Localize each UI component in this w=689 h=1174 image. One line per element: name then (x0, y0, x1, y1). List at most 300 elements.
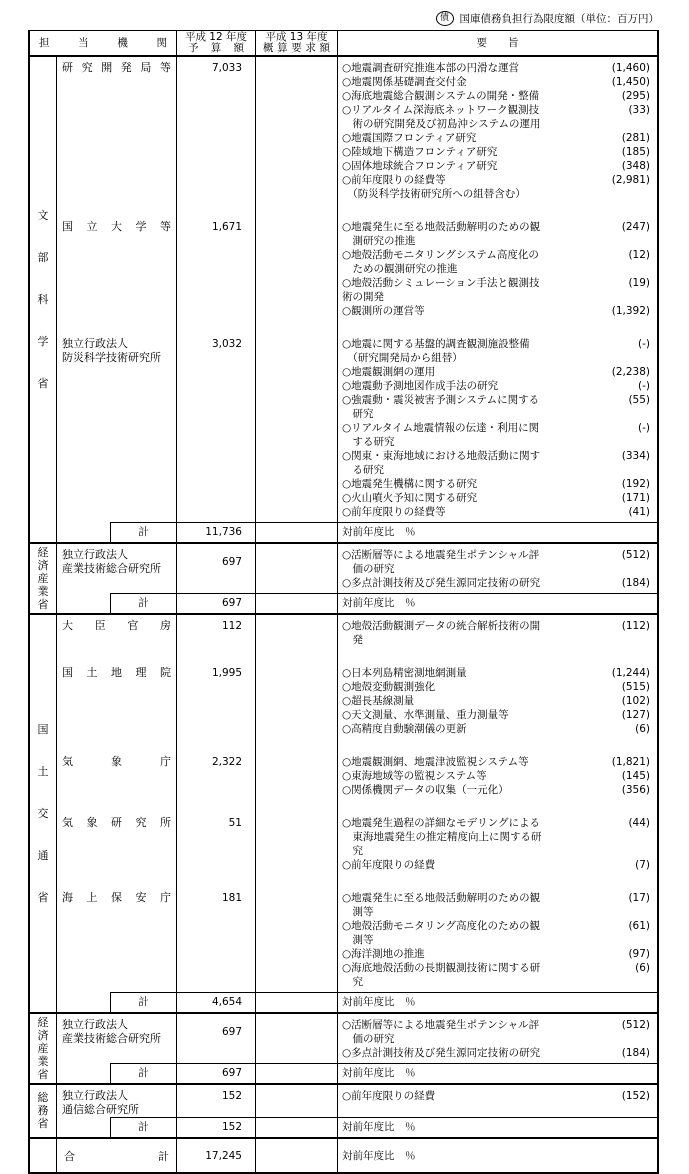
agency-name (57, 739, 177, 800)
item-text: ○関係機関データの収集（一元化） (342, 784, 509, 796)
summary-item-line (342, 666, 650, 680)
ministry-section (30, 1085, 657, 1139)
summary-item (342, 858, 650, 872)
subtotal-label: 計 (110, 593, 177, 613)
item-amount: (184) (621, 577, 650, 589)
item-amount: (247) (621, 221, 650, 233)
summary-item (342, 961, 650, 989)
agency-name (57, 204, 177, 321)
item-amount: (7) (635, 859, 650, 871)
item-amount: (171) (621, 492, 650, 504)
summary-items (338, 1085, 657, 1117)
subtotal-request-empty (256, 593, 338, 613)
grand-total-ministry-cell (30, 1139, 57, 1172)
item-amount: (-) (638, 380, 650, 392)
summary-item-line (342, 393, 650, 407)
saimu-circled-mark: 債 (436, 11, 454, 26)
item-continuation: 東海地震発生の推定精度向上に関する研 (342, 831, 542, 843)
summary-item-line (342, 477, 650, 491)
summary-item-line (342, 576, 650, 590)
budget-amount: 112 (177, 615, 256, 650)
item-text: ○地殻活動シミュレーション手法と観測技 (342, 277, 540, 289)
agency-name-line: 独立行政法人 (62, 548, 128, 561)
header-summary-label: 要 旨 (476, 36, 519, 49)
subtotal-request-empty (256, 522, 338, 542)
item-text: ○地震調査研究推進本部の円滑な運営 (342, 62, 520, 74)
subtotal-label: 計 (110, 522, 177, 542)
agency-name-line: 独立行政法人 (62, 337, 128, 350)
summary-item (342, 755, 650, 769)
item-amount: (1,244) (611, 667, 650, 679)
budget-amount: 181 (177, 875, 256, 992)
header-fy12-line2: 予算額 (188, 42, 244, 54)
ministry-char: 務 (37, 1104, 49, 1117)
agency-name-line: 産業技術総合研究所 (62, 562, 161, 575)
item-text: ○海洋測地の推進 (342, 948, 425, 960)
summary-item-line (342, 919, 650, 933)
budget-amount: 51 (177, 800, 256, 875)
item-amount: (184) (621, 1047, 650, 1059)
agency-name-line: 気象庁 (62, 755, 171, 768)
section-content (57, 544, 657, 613)
item-text: ○天文測量、水準測量、重力測量等 (342, 709, 509, 721)
item-text: ○海底地殻活動の長期観測技術に関する研 (342, 962, 541, 974)
item-text: ○高精度自動験潮儀の更新 (342, 723, 467, 735)
item-continuation: 究 (342, 845, 363, 857)
ministry-char: 省 (37, 1067, 49, 1081)
summary-item (342, 365, 650, 379)
item-amount: (44) (628, 817, 650, 829)
ministry-char: 済 (37, 1028, 49, 1042)
summary-item-line (342, 365, 650, 379)
item-text: ○活断層等による地震発生ポテンシャル評 (342, 549, 540, 561)
item-continuation: （防災科学技術研究所への組替含む） (342, 188, 526, 200)
summary-item-line (342, 379, 650, 393)
summary-item (342, 103, 650, 131)
summary-item-line (342, 708, 650, 722)
item-text: ○海底地震総合観測システムの開発・整備 (342, 90, 540, 102)
item-continuation: る研究 (342, 464, 384, 476)
section-content (57, 1085, 657, 1137)
item-text: ○前年度限りの経費等 (342, 506, 446, 518)
item-text: ○強震動・震災被害予測システムに関する (342, 394, 540, 406)
request-amount-empty (256, 1085, 338, 1117)
budget-amount: 697 (177, 1014, 256, 1063)
summary-items (338, 739, 657, 800)
ministry-label (30, 544, 57, 613)
subtotal-yoy-note: 対前年度比 ％ (338, 992, 657, 1012)
item-continuation: 測等 (342, 934, 374, 946)
budget-table (28, 30, 659, 1174)
summary-item-line (342, 337, 650, 351)
ministry-label (30, 57, 57, 542)
summary-items (338, 321, 657, 522)
grand-total-label: 合計 (64, 1149, 169, 1163)
summary-item (342, 708, 650, 722)
subtotal-spacer (57, 1117, 110, 1137)
agency-name-line: 独立行政法人 (62, 1089, 128, 1102)
item-text: ○関東・東海地域における地殻活動に関す (342, 450, 541, 462)
summary-item (342, 666, 650, 680)
budget-amount: 7,033 (177, 57, 256, 204)
agency-row (57, 1014, 657, 1063)
ministry-char: 学 (37, 334, 49, 348)
item-continuation: （研究開発局から組替） (342, 352, 463, 364)
item-text: ○前年度限りの経費 (342, 859, 436, 871)
item-text: ○地震動予測地図作成手法の研究 (342, 380, 499, 392)
subtotal-yoy-note: 対前年度比 ％ (338, 593, 657, 613)
summary-item (342, 337, 650, 365)
summary-item-line (342, 1018, 650, 1032)
item-amount: (512) (621, 549, 650, 561)
item-amount: (17) (628, 892, 650, 904)
ministry-label (30, 1014, 57, 1083)
subtotal-label: 計 (110, 1117, 177, 1137)
ministry-char: 省 (37, 376, 49, 390)
summary-item (342, 276, 650, 304)
summary-items (338, 204, 657, 321)
budget-amount: 152 (177, 1085, 256, 1117)
summary-item (342, 680, 650, 694)
ministry-char: 経 (37, 1015, 49, 1029)
header-summary-cell (338, 31, 657, 55)
item-text: ○火山噴火予知に関する研究 (342, 492, 478, 504)
agency-name-line: 大臣官房 (62, 619, 171, 632)
item-amount: (295) (621, 90, 650, 102)
item-continuation: 術の開発 (342, 291, 384, 303)
ministry-char: 経 (37, 545, 49, 559)
ministry-char: 省 (37, 1117, 49, 1130)
grand-total-row (30, 1139, 657, 1172)
item-text: ○地震発生に至る地殻活動解明のための観 (342, 221, 541, 233)
agency-name-line: 気象研究所 (62, 816, 171, 829)
item-amount: (61) (628, 920, 650, 932)
ministry-char: 業 (37, 1054, 49, 1068)
summary-items (338, 650, 657, 739)
summary-item (342, 304, 650, 318)
summary-item-line (342, 505, 650, 519)
summary-item (342, 379, 650, 393)
summary-item-line (342, 961, 650, 975)
summary-item-line (342, 449, 650, 463)
summary-item (342, 89, 650, 103)
summary-item-line (342, 1046, 650, 1060)
summary-item-line (342, 103, 650, 117)
item-text: ○地震発生過程の詳細なモデリングによる (342, 817, 540, 829)
subtotal-value: 697 (177, 1063, 256, 1083)
agency-name (57, 875, 177, 992)
summary-item (342, 947, 650, 961)
summary-item (342, 694, 650, 708)
ministry-char: 文 (37, 208, 49, 222)
item-amount: (1,392) (611, 305, 650, 317)
item-continuation: 発 (342, 634, 363, 646)
summary-items (338, 875, 657, 992)
ministry-char: 土 (37, 764, 49, 778)
document-title: 国庫債務負担行為限度額（単位：百万円） (459, 13, 659, 25)
summary-item-line (342, 755, 650, 769)
request-amount-empty (256, 650, 338, 739)
agency-name-line: 国立大学等 (62, 220, 171, 233)
ministry-char: 業 (37, 584, 49, 598)
subtotal-row (57, 593, 657, 613)
summary-item (342, 548, 650, 576)
summary-item-line (342, 491, 650, 505)
item-text: ○東海地域等の監視システム等 (342, 770, 487, 782)
subtotal-request-empty (256, 1063, 338, 1083)
summary-item (342, 1018, 650, 1046)
ministry-char: 産 (37, 571, 49, 585)
header-org-cell (30, 31, 177, 55)
subtotal-row (57, 522, 657, 542)
summary-item (342, 159, 650, 173)
item-text: ○地殻変動観測強化 (342, 681, 436, 693)
item-amount: (281) (621, 132, 650, 144)
section-content (57, 1014, 657, 1083)
agency-name (57, 1014, 177, 1063)
agency-name (57, 650, 177, 739)
summary-item (342, 248, 650, 276)
header-fy12-budget-cell (177, 31, 256, 55)
item-amount: (1,450) (611, 76, 650, 88)
summary-item (342, 576, 650, 590)
summary-item (342, 477, 650, 491)
request-amount-empty (256, 544, 338, 593)
item-amount: (-) (638, 422, 650, 434)
header-fy13-line2: 概算要求額 (263, 42, 330, 54)
summary-item-line (342, 304, 650, 318)
item-continuation: 研究 (342, 408, 374, 420)
section-content (57, 57, 657, 542)
summary-item (342, 816, 650, 858)
subtotal-value: 11,736 (177, 522, 256, 542)
summary-item-line (342, 220, 650, 234)
request-amount-empty (256, 800, 338, 875)
summary-items (338, 1014, 657, 1063)
ministry-sections (30, 57, 657, 1139)
agency-name (57, 615, 177, 650)
item-amount: (19) (628, 277, 650, 289)
agency-name (57, 1085, 177, 1117)
subtotal-label: 計 (110, 1063, 177, 1083)
agency-name-line: 国土地理院 (62, 666, 171, 679)
agency-name-line: 研究開発局等 (62, 61, 171, 74)
agency-row (57, 321, 657, 522)
subtotal-spacer (57, 593, 110, 613)
summary-item (342, 145, 650, 159)
ministry-char: 省 (37, 597, 49, 611)
item-continuation: する研究 (342, 436, 395, 448)
subtotal-row (57, 1063, 657, 1083)
budget-amount: 3,032 (177, 321, 256, 522)
subtotal-yoy-note: 対前年度比 ％ (338, 522, 657, 542)
header-fy13-request-cell (256, 31, 338, 55)
summary-item-line (342, 248, 650, 262)
item-text: ○地震関係基礎調査交付金 (342, 76, 467, 88)
ministry-char: 産 (37, 1041, 49, 1055)
header-fy12-line1: 平成 12 年度 (184, 31, 248, 43)
header-fy13-line1: 平成 13 年度 (265, 31, 328, 43)
item-text: ○前年度限りの経費等 (342, 174, 446, 186)
item-text: ○固体地球統合フロンティア研究 (342, 160, 498, 172)
summary-item-line (342, 619, 650, 633)
document-title-line (28, 10, 659, 27)
summary-items (338, 544, 657, 593)
summary-item (342, 173, 650, 201)
request-amount-empty (256, 875, 338, 992)
subtotal-request-empty (256, 992, 338, 1012)
summary-item-line (342, 276, 650, 290)
item-continuation: 価の研究 (342, 563, 395, 575)
ministry-section (30, 544, 657, 615)
item-amount: (6) (635, 962, 650, 974)
summary-item-line (342, 891, 650, 905)
item-amount: (55) (628, 394, 650, 406)
summary-item-line (342, 173, 650, 187)
summary-item-line (342, 680, 650, 694)
summary-item (342, 722, 650, 736)
ministry-char: 省 (37, 890, 49, 904)
agency-name-line: 通信総合研究所 (62, 1103, 139, 1116)
agency-name (57, 321, 177, 522)
item-text: ○リアルタイム深海底ネットワーク観測技 (342, 104, 540, 116)
budget-amount: 697 (177, 544, 256, 593)
item-continuation: 術の研究開発及び初島沖システムの運用 (342, 118, 541, 130)
budget-amount: 1,671 (177, 204, 256, 321)
subtotal-yoy-note: 対前年度比 ％ (338, 1063, 657, 1083)
agency-row (57, 875, 657, 992)
summary-item-line (342, 769, 650, 783)
item-amount: (512) (621, 1019, 650, 1031)
summary-item-line (342, 947, 650, 961)
item-amount: (97) (628, 948, 650, 960)
subtotal-row (57, 1117, 657, 1137)
summary-item (342, 1046, 650, 1060)
item-continuation: 価の研究 (342, 1033, 395, 1045)
item-amount: (1,821) (611, 756, 650, 768)
item-text: ○地震観測網、地震津波監視システム等 (342, 756, 529, 768)
agency-name (57, 57, 177, 204)
subtotal-request-empty (256, 1117, 338, 1137)
agency-name-line: 海上保安庁 (62, 891, 171, 904)
summary-item-line (342, 159, 650, 173)
item-amount: (515) (621, 681, 650, 693)
budget-amount: 1,995 (177, 650, 256, 739)
item-amount: (127) (621, 709, 650, 721)
agency-row (57, 204, 657, 321)
grand-total-request-empty (256, 1139, 338, 1172)
item-amount: (334) (621, 450, 650, 462)
item-text: ○地震発生機構に関する研究 (342, 478, 478, 490)
item-amount: (1,460) (611, 62, 650, 74)
summary-item (342, 619, 650, 647)
summary-item (342, 220, 650, 248)
summary-item-line (342, 694, 650, 708)
grand-total-label-cell (57, 1139, 177, 1172)
item-amount: (2,981) (611, 174, 650, 186)
item-amount: (102) (621, 695, 650, 707)
item-continuation: 測等 (342, 906, 374, 918)
item-amount: (356) (621, 784, 650, 796)
item-continuation: 究 (342, 976, 363, 988)
summary-item (342, 61, 650, 75)
item-text: ○観測所の運営等 (342, 305, 425, 317)
item-text: ○日本列島精密測地網測量 (342, 667, 467, 679)
subtotal-label: 計 (110, 992, 177, 1012)
item-text: ○多点計測技術及び発生源同定技術の研究 (342, 1047, 541, 1059)
item-continuation: 測研究の推進 (342, 235, 416, 247)
ministry-char: 科 (37, 292, 49, 306)
summary-item-line (342, 61, 650, 75)
ministry-char: 部 (37, 250, 49, 264)
subtotal-row (57, 992, 657, 1012)
agency-name (57, 800, 177, 875)
subtotal-value: 697 (177, 593, 256, 613)
summary-item-line (342, 783, 650, 797)
item-amount: (112) (621, 620, 650, 632)
request-amount-empty (256, 321, 338, 522)
item-amount: (33) (628, 104, 650, 116)
item-text: ○陸域地下構造フロンティア研究 (342, 146, 498, 158)
summary-items (338, 57, 657, 204)
item-amount: (348) (621, 160, 650, 172)
item-amount: (152) (621, 1090, 650, 1102)
subtotal-yoy-note: 対前年度比 ％ (338, 1117, 657, 1137)
grand-total-yoy-note: 対前年度比 ％ (342, 1150, 416, 1162)
subtotal-spacer (57, 1063, 110, 1083)
summary-item-line (342, 1089, 650, 1103)
summary-item (342, 769, 650, 783)
budget-amount: 2,322 (177, 739, 256, 800)
item-amount: (6) (635, 723, 650, 735)
subtotal-spacer (57, 992, 110, 1012)
agency-name-line: 独立行政法人 (62, 1018, 128, 1031)
ministry-section (30, 1014, 657, 1085)
agency-row (57, 739, 657, 800)
ministry-section (30, 615, 657, 1014)
item-text: ○地殻活動モニタリングシステム高度化の (342, 249, 539, 261)
section-content (57, 615, 657, 1012)
item-text: ○超長基線測量 (342, 695, 415, 707)
summary-item-line (342, 75, 650, 89)
summary-item (342, 393, 650, 421)
summary-item-line (342, 548, 650, 562)
agency-name-line: 産業技術総合研究所 (62, 1032, 161, 1045)
item-text: ○多点計測技術及び発生源同定技術の研究 (342, 577, 541, 589)
item-text: ○地殻活動観測データの統合解析技術の開 (342, 620, 541, 632)
request-amount-empty (256, 1014, 338, 1063)
agency-row (57, 650, 657, 739)
agency-row (57, 57, 657, 204)
summary-item-line (342, 89, 650, 103)
item-text: ○地震国際フロンティア研究 (342, 132, 477, 144)
ministry-char: 国 (37, 722, 49, 736)
item-text: ○地震観測網の運用 (342, 366, 436, 378)
agency-name-line: 防災科学技術研究所 (62, 351, 161, 364)
agency-row (57, 544, 657, 593)
request-amount-empty (256, 57, 338, 204)
ministry-label (30, 615, 57, 1012)
agency-name (57, 544, 177, 593)
summary-item (342, 75, 650, 89)
ministry-label (30, 1085, 57, 1137)
item-amount: (41) (628, 506, 650, 518)
agency-row (57, 800, 657, 875)
summary-item (342, 891, 650, 919)
header-org-label: 担当機関 (39, 36, 167, 49)
ministry-char: 済 (37, 558, 49, 572)
request-amount-empty (256, 739, 338, 800)
